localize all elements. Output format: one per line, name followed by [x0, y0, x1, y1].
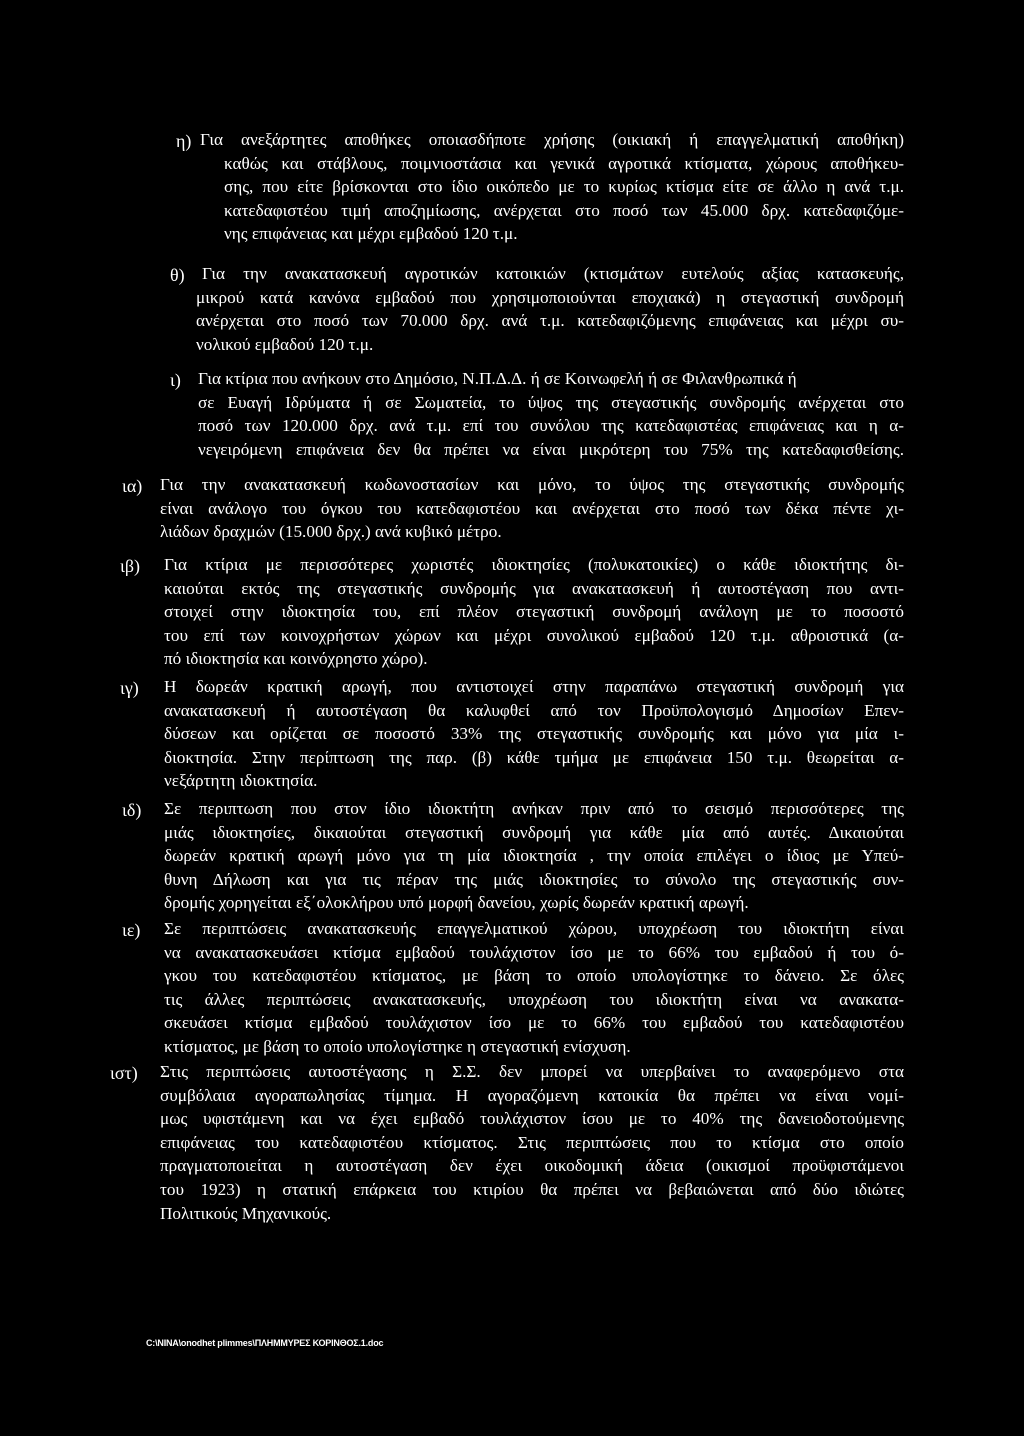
text-line: Για κτίρια που ανήκουν στο Δημόσιο, Ν.Π.Δ.Δ. ή σε Κοινωφελή ή σε Φιλανθρωπικά ή	[198, 369, 797, 388]
item-body	[164, 797, 904, 915]
text-line: νεγειρόμενη επιφάνεια δεν θα πρέπει να είναι μικρότερη του 75% της κατεδαφισθείσης.	[198, 439, 904, 459]
paragraph-iota-alpha	[120, 473, 904, 544]
text-line: ανακατασκευή ή αυτοστέγαση θα καλυφθεί από τον Προϋπολογισμό Δημοσίων Επεν-	[164, 700, 904, 720]
text-line: νεξάρτητη ιδιοκτησία.	[164, 771, 318, 791]
text-line: θυνη Δήλωση και για τις πέραν της μιάς ιδιοκτησίες το σύνολο της στεγαστικής συν-	[164, 869, 904, 889]
item-label: ιδ)	[122, 800, 142, 820]
paragraph-iota-delta	[120, 797, 904, 915]
paragraph-eta	[120, 128, 904, 246]
text-line: νης επιφάνειας και μέχρι εμβαδού 120 τ.μ.	[224, 224, 518, 244]
paragraph-iota-gamma	[120, 675, 904, 793]
text-line: Σε περιπτωση που στον ίδιο ιδιοκτήτη ανήκαν πριν από το σεισμό περισσότερες της	[164, 799, 904, 818]
paragraph-iota-stigma	[110, 1060, 904, 1225]
text-line: λιάδων δραχμών (15.000 δρχ.) ανά κυβικό μέτρο.	[160, 522, 502, 542]
text-line: να ανακατασκευάσει κτίσμα εμβαδού τουλάχιστον ίσο με το 66% του εμβαδού ή του ό-	[164, 942, 904, 962]
text-line: του επί των κοινοχρήστων χώρων και μέχρι συνολικού εμβαδού 120 τ.μ. αθροιστικά (α-	[164, 625, 904, 645]
text-line: Στις περιπτώσεις αυτοστέγασης η Σ.Σ. δεν μπορεί να υπερβαίνει το αναφερόμενο στα	[160, 1062, 904, 1081]
item-label: ιγ)	[120, 678, 139, 698]
text-line: πραγματοποιείται η αυτοστέγαση δεν έχει οικοδομική άδεια (οικισμοί προϋφιστάμενοι	[160, 1156, 904, 1176]
paragraph-theta	[120, 262, 904, 356]
paragraph-iota-epsilon	[120, 917, 904, 1059]
text-line: Για κτίρια με περισσότερες χωριστές ιδιοκτησίες (πολυκατοικίες) ο κάθε ιδιοκτήτης δι-	[164, 555, 904, 574]
text-line: Σε περιπτώσεις ανακατασκευής επαγγελματικού χώρου, υποχρέωση του ιδιοκτήτη είναι	[164, 919, 904, 938]
text-line: καιούται εκτός της στεγαστικής συνδρομής για ανακατασκευή ή αυτοστέγαση που αντι-	[164, 578, 904, 598]
item-label: ια)	[122, 476, 143, 496]
text-line: μικρού κατά κανόνα εμβαδού που χρησιμοποιούνται εποχιακά) η στεγαστική συνδρομή	[196, 287, 904, 307]
text-line: τις άλλες περιπτώσεις ανακατασκευής, υποχρέωση του ιδιοκτήτη είναι να ανακατα-	[164, 989, 904, 1009]
text-line: επιφάνειας του κατεδαφιστέου κτίσματος. Στις περιπτώσεις που το κτίσμα στο οποίο	[160, 1132, 904, 1152]
paragraph-iota-beta	[120, 553, 904, 671]
text-line: ανέρχεται στο ποσό των 70.000 δρχ. ανά τ.μ. κατεδαφιζόμενης επιφάνειας και μέχρι συ-	[196, 311, 904, 331]
text-line: σκευάσει κτίσμα εμβαδού τουλάχιστον ίσο με το 66% του εμβαδού του κατεδαφιστέου	[164, 1013, 904, 1033]
text-line: κατεδαφιστέου τιμή αποζημίωσης, ανέρχεται στο ποσό των 45.000 δρχ. κατεδαφιζόμε-	[224, 200, 904, 220]
item-label: η)	[176, 131, 192, 151]
text-line: δωρεάν κρατική αρωγή μόνο για τη μία ιδιοκτησία , την οποία επιλέγει ο ίδιος με Υπεύ-	[164, 846, 904, 866]
item-body	[160, 1060, 904, 1225]
text-line: Για την ανακατασκευή κωδωνοστασίων και μόνο, το ύψος της στεγαστικής συνδρομής	[160, 475, 904, 494]
text-line: ποσό των 120.000 δρχ. ανά τ.μ. επί του συνόλου της κατεδαφιστέας επιφάνειας και η α-	[198, 416, 904, 436]
text-line: δύσεων και ορίζεται σε ποσοστό 33% της στεγαστικής συνδρομής και μόνο για μία ι-	[164, 724, 904, 744]
text-line: γκου του κατεδαφιστέου κτίσματος, με βάση το οποίο υπολογίστηκε το δάνειο. Σε όλες	[164, 966, 904, 986]
text-line: δρομής χορηγείται εξ΄ολοκλήρου υπό μορφή δανείου, χωρίς δωρεάν κρατική αρωγή.	[164, 893, 749, 913]
item-body	[200, 128, 904, 246]
item-body	[198, 367, 904, 461]
text-line: είναι ανάλογο του όγκου του κατεδαφιστέου και ανέρχεται στο ποσό των δέκα πέντε χι-	[160, 498, 904, 518]
text-line: μως υφιστάμενη και να έχει εμβαδό τουλάχιστον ίσου με το 40% της δανειοδοτούμενης	[160, 1109, 904, 1129]
text-line: διοκτησία. Στην περίπτωση της παρ. (β) κάθε τμήμα με επιφάνεια 150 τ.μ. θεωρείται α-	[164, 747, 904, 767]
text-line: Πολιτικούς Μηχανικούς.	[160, 1203, 332, 1223]
item-body	[196, 262, 904, 356]
text-line: πό ιδιοκτησία και κοινόχρηστο χώρο).	[164, 649, 428, 669]
text-line: Για την ανακατασκευή αγροτικών κατοικιών (κτισμάτων ευτελούς αξίας κατασκευής,	[202, 264, 904, 283]
item-label: ιστ)	[110, 1063, 138, 1083]
item-label: ι)	[170, 370, 181, 390]
item-label: ιβ)	[120, 556, 140, 576]
text-line: σε Ευαγή Ιδρύματα ή σε Σωματεία, το ύψος της στεγαστικής συνδρομής ανέρχεται στο	[198, 392, 904, 412]
item-label: θ)	[170, 265, 185, 285]
item-label: ιε)	[122, 920, 141, 940]
text-line: νολικού εμβαδού 120 τ.μ.	[196, 334, 374, 354]
text-line: του 1923) η στατική επάρκεια του κτιρίου θα πρέπει να βεβαιώνεται από δύο ιδιώτες	[160, 1179, 904, 1199]
text-line: κτίσματος, με βάση το οποίο υπολογίστηκε η στεγαστική ενίσχυση.	[164, 1036, 631, 1056]
item-body	[164, 917, 904, 1059]
paragraph-iota	[120, 367, 904, 461]
text-line: μιάς ιδιοκτησίες, δικαιούται στεγαστική συνδρομή για κάθε μία από αυτές. Δικαιούται	[164, 822, 904, 842]
file-path-footer: C:\NINA\onodhet plimmes\ΠΛΗΜΜΥΡΕΣ ΚΟΡΙΝΘΟΣ.1.doc	[146, 1338, 384, 1348]
item-body	[164, 553, 904, 671]
item-body	[160, 473, 904, 544]
item-body	[164, 675, 904, 793]
text-line: καθώς και στάβλους, ποιμνιοστάσια και γενικά αγροτικά κτίσματα, χώρους αποθήκευ-	[224, 153, 904, 173]
text-line: Η δωρεάν κρατική αρωγή, που αντιστοιχεί στην παραπάνω στεγαστική συνδρομή για	[164, 677, 904, 696]
text-line: Για ανεξάρτητες αποθήκες οποιασδήποτε χρήσης (οικιακή ή επαγγελματική αποθήκη)	[200, 130, 904, 149]
text-line: στοιχεί στην ιδιοκτησία του, επί πλέον στεγαστική συνδρομή ανάλογη με το ποσοστό	[164, 602, 904, 622]
text-line: σης, που είτε βρίσκονται στο ίδιο οικόπεδο με το κυρίως κτίσμα είτε σε άλλο η ανά τ.μ.	[224, 177, 904, 197]
text-line: συμβόλαια αγοραπωλησίας τίμημα. Η αγοραζόμενη κατοικία θα πρέπει να είναι νομί-	[160, 1085, 904, 1105]
